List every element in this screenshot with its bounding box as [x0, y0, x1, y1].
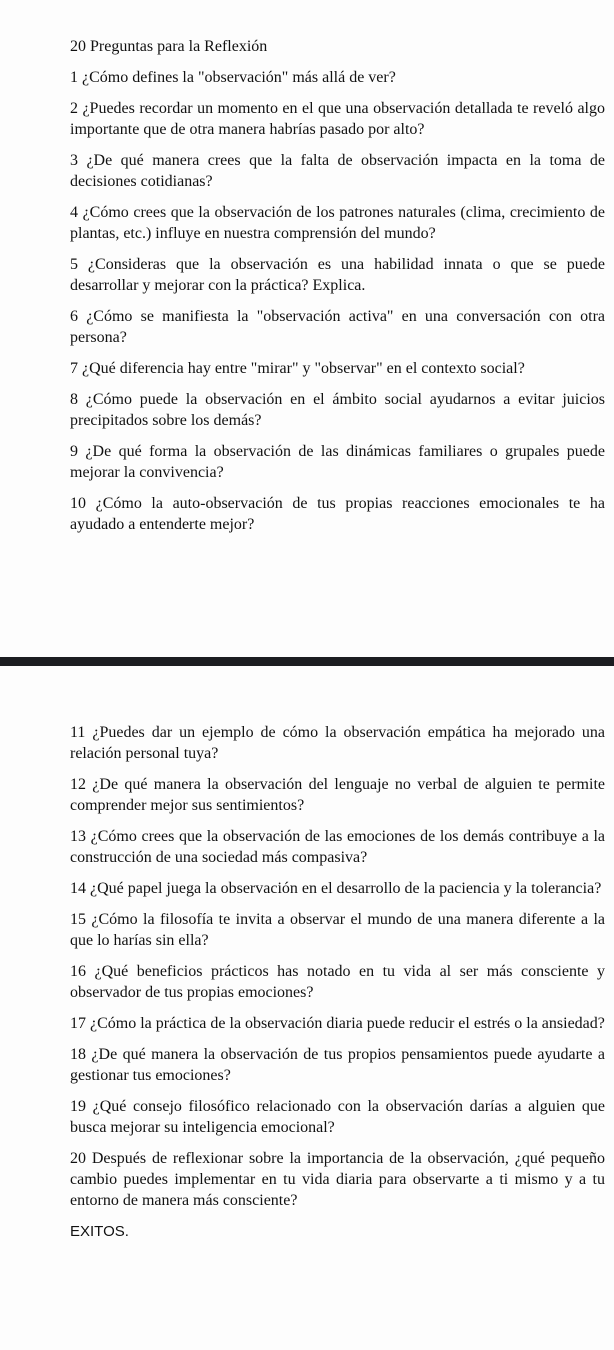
question-item: 19 ¿Qué consejo filosófico relacionado con la observación darías a alguien que busca mejorar su inteligencia emocional?	[70, 1098, 605, 1136]
question-item: 17 ¿Cómo la práctica de la observación diaria puede reducir el estrés o la ansiedad?	[70, 1015, 605, 1032]
question-item: 5 ¿Consideras que la observación es una habilidad innata o que se puede desarrollar y mejorar con la práctica? Explica.	[70, 256, 605, 294]
question-item: 7 ¿Qué diferencia hay entre "mirar" y "observar" en el contexto social?	[70, 360, 525, 377]
question-item: 10 ¿Cómo la auto-observación de tus propias reacciones emocionales te ha ayudado a entenderte mejor?	[70, 495, 605, 533]
question-item: 1 ¿Cómo defines la "observación" más allá de ver?	[70, 69, 396, 86]
question-item: 4 ¿Cómo crees que la observación de los patrones naturales (clima, crecimiento de plantas, etc.) influye en nuestra comprensión del mundo?	[70, 204, 605, 242]
question-list-1	[70, 67, 605, 535]
page-divider	[0, 657, 614, 666]
question-item: 6 ¿Cómo se manifiesta la "observación activa" en una conversación con otra persona?	[70, 308, 605, 346]
question-item: 15 ¿Cómo la filosofía te invita a observar el mundo de una manera diferente a la que lo harías sin ella?	[70, 911, 605, 949]
question-item: 12 ¿De qué manera la observación del lenguaje no verbal de alguien te permite comprender mejor sus sentimientos?	[70, 776, 605, 814]
question-item: 8 ¿Cómo puede la observación en el ámbito social ayudarnos a evitar juicios precipitados sobre los demás?	[70, 391, 605, 429]
question-item: 18 ¿De qué manera la observación de tus propios pensamientos puede ayudarte a gestionar tus emociones?	[70, 1046, 605, 1084]
document-page-1	[70, 36, 605, 545]
question-item: 2 ¿Puedes recordar un momento en el que una observación detallada te reveló algo importante que de otra manera habrías pasado por alto?	[70, 100, 605, 138]
question-item: 16 ¿Qué beneficios prácticos has notado en tu vida al ser más consciente y observador de tus propias emociones?	[70, 963, 605, 1001]
document-title: 20 Preguntas para la Reflexión	[70, 38, 268, 55]
question-item: 3 ¿De qué manera crees que la falta de observación impacta en la toma de decisiones cotidianas?	[70, 152, 605, 190]
question-item: 11 ¿Puedes dar un ejemplo de cómo la observación empática ha mejorado una relación personal tuya?	[70, 724, 605, 762]
document-page-2	[70, 722, 605, 1252]
question-item: 13 ¿Cómo crees que la observación de las emociones de los demás contribuye a la construcción de una sociedad más compasiva?	[70, 828, 605, 866]
question-list-2	[70, 722, 605, 1211]
question-item: 14 ¿Qué papel juega la observación en el desarrollo de la paciencia y la tolerancia?	[70, 880, 602, 897]
question-item: 20 Después de reflexionar sobre la importancia de la observación, ¿qué pequeño cambio puedes implementar en tu vida diaria para observarte a ti mismo y a tu entorno de manera más consciente?	[70, 1150, 605, 1209]
closing-text: EXITOS.	[70, 1223, 129, 1240]
question-item: 9 ¿De qué forma la observación de las dinámicas familiares o grupales puede mejorar la convivencia?	[70, 443, 605, 481]
